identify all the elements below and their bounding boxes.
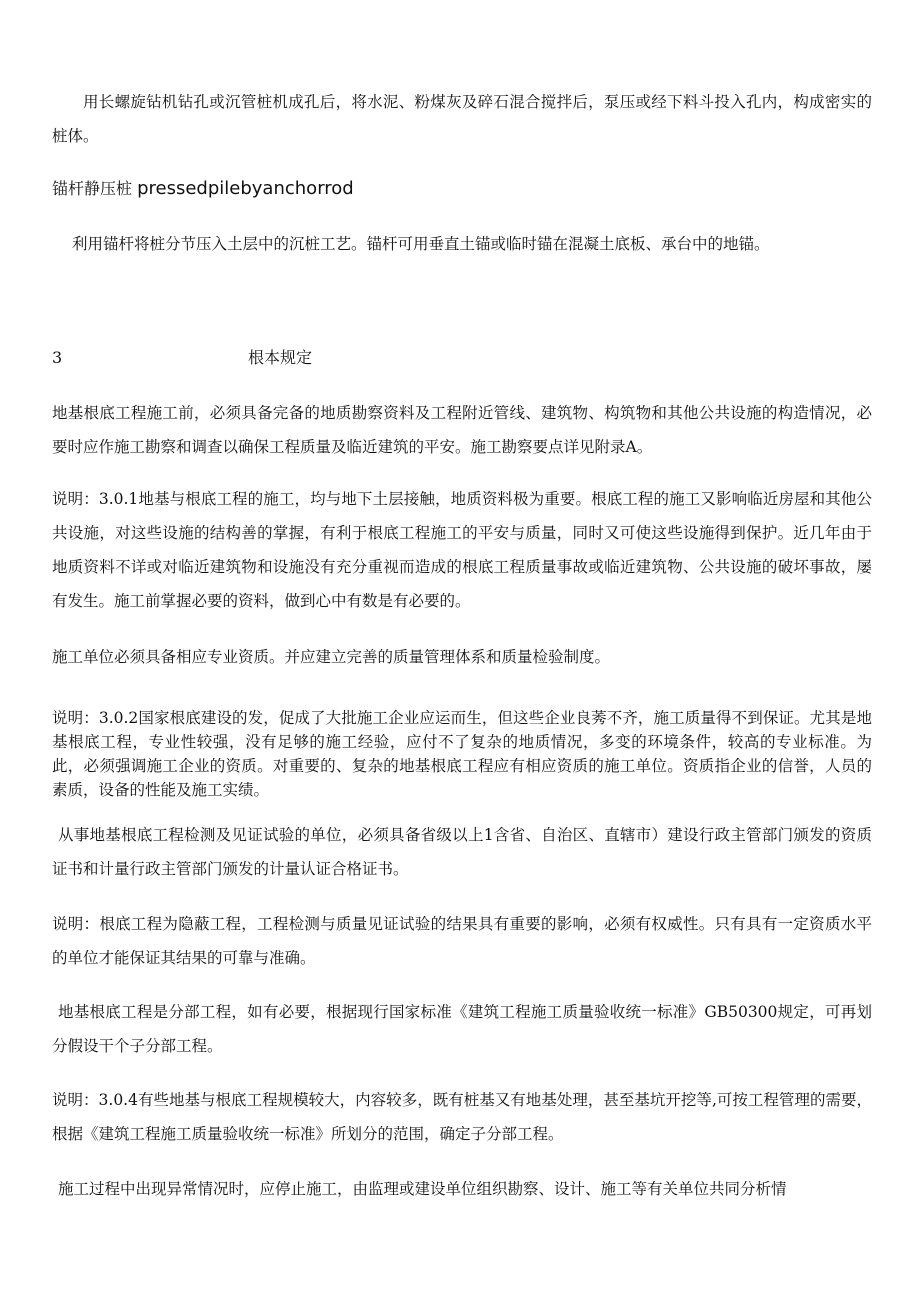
paragraph-3-0-1: 地基根底工程施工前，必须具备完备的地质勘察资料及工程附近管线、建筑物、构筑物和其他公共设施的构造情况，必要时应作施工勘察和调查以确保工程质量及临近建筑的平安。施工勘察要点详见附录A。: [52, 404, 872, 456]
note-3-0-3: 说明：根底工程为隐蔽工程，工程检测与质量见证试验的结果具有重要的影响，必须有权威性。只有具有一定资质水平的单位才能保证其结果的可靠与准确。: [52, 915, 872, 967]
note-3-0-2: 说明：3.0.2国家根底建设的发，促成了大批施工企业应运而生，但这些企业良莠不齐，施工质量得不到保证。尤其是地基根底工程，专业性较强，没有足够的施工经验，应付不了复杂的地质情况，多变的环境条件，较高的专业标准。为此，必须强调施工企业的资质。对重要的、复杂的地基根底工程应有相应资质的施工单位。资质指企业的信誉，人员的素质，设备的性能及施工实绩。: [52, 709, 872, 799]
paragraph-3-0-5: 施工过程中出现异常情况时，应停止施工，由监理或建设单位组织勘察、设计、施工等有关单位共同分析情: [58, 1180, 787, 1198]
paragraph-3-0-4: 地基根底工程是分部工程，如有必要，根据现行国家标准《建筑工程施工质量验收统一标准》GB50300规定，可再划分假设干个子分部工程。: [52, 1003, 872, 1055]
term-english: pressedpilebyanchorrod: [137, 178, 354, 199]
section-title: 根本规定: [248, 348, 313, 367]
paragraph-3-0-2: 施工单位必须具备相应专业资质。并应建立完善的质量管理体系和质量检验制度。: [52, 648, 611, 666]
intro-paragraph: 用长螺旋钻机钻孔或沉管桩机成孔后，将水泥、粉煤灰及碎石混合搅拌后，泵压或经下料斗投入孔内，构成密实的桩体。: [52, 93, 872, 145]
section-number: 3: [52, 348, 63, 367]
term-heading: [52, 178, 354, 200]
note-3-0-4: 说明：3.0.4有些地基与根底工程规模较大，内容较多，既有桩基又有地基处理，甚至基坑开挖等,可按工程管理的需要，根据《建筑工程施工质量验收统一标准》所划分的范围，确定子分部工程。: [52, 1091, 872, 1143]
paragraph-3-0-3: 从事地基根底工程检测及见证试验的单位，必须具备省级以上1含省、自治区、直辖市）建设行政主管部门颁发的资质证书和计量行政主管部门颁发的计量认证合格证书。: [52, 826, 872, 878]
note-3-0-1: 说明：3.0.1地基与根底工程的施工，均与地下土层接触，地质资料极为重要。根底工程的施工又影响临近房屋和其他公共设施，对这些设施的结构善的掌握，有利于根底工程施工的平安与质量，同时又可使这些设施得到保护。近几年由于地质资料不详或对临近建筑物和设施没有充分重视而造成的根底工程质量事故或临近建筑物、公共设施的破坏事故，屡有发生。施工前掌握必要的资料，做到心中有数是有必要的。: [52, 490, 872, 610]
term-chinese: 锚杆静压桩: [52, 179, 138, 198]
term-definition: 利用锚杆将桩分节压入土层中的沉桩工艺。锚杆可用垂直土锚或临时锚在混凝土底板、承台中的地锚。: [72, 235, 770, 253]
